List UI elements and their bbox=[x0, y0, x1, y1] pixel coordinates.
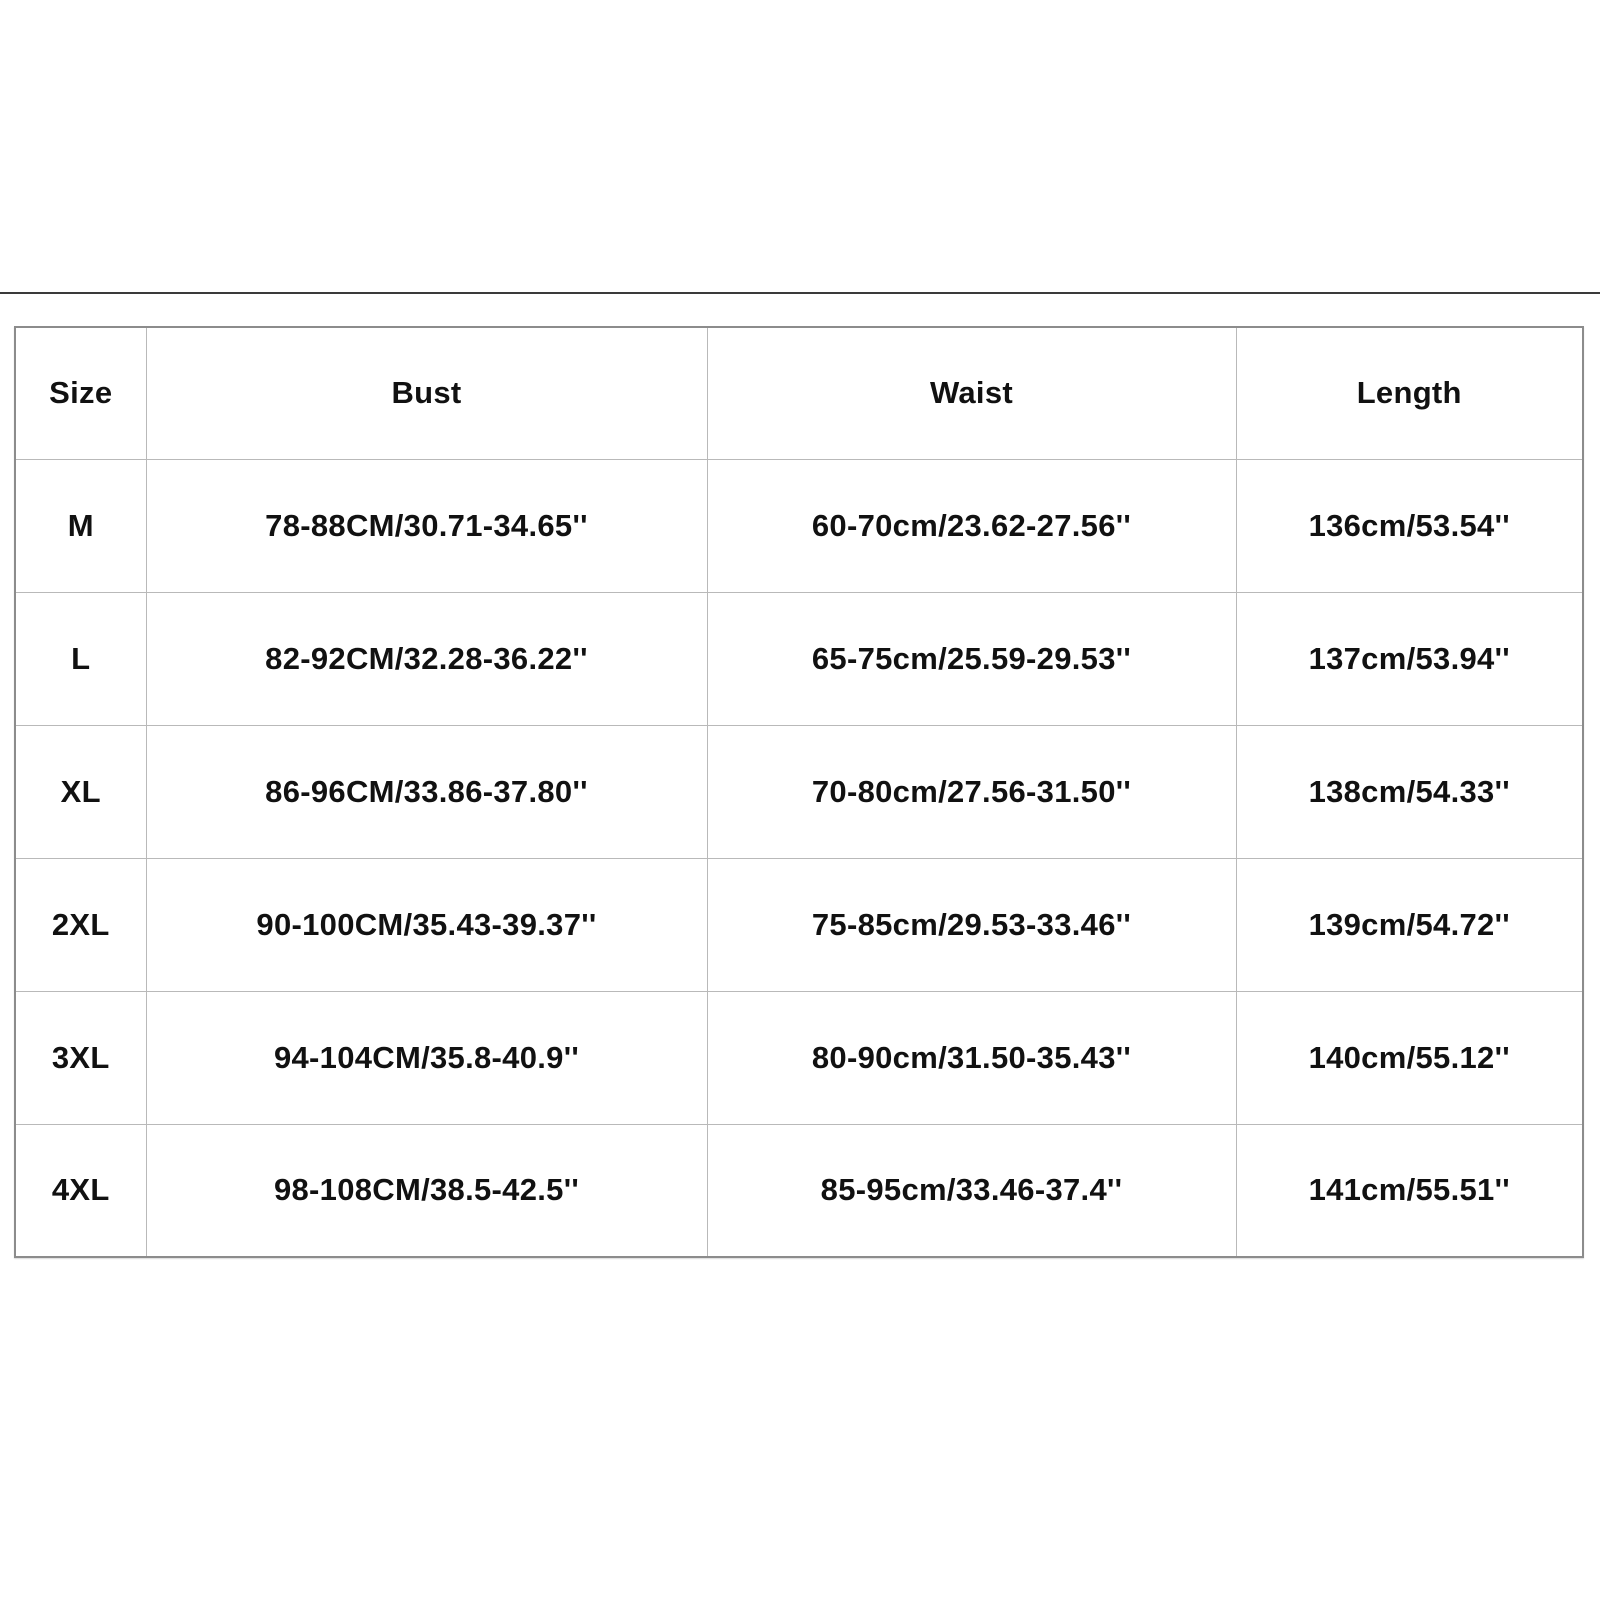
bust-cell: 98-108CM/38.5-42.5'' bbox=[146, 1124, 707, 1257]
table-row bbox=[15, 991, 1583, 1124]
table-row bbox=[15, 459, 1583, 592]
size-chart-table bbox=[14, 326, 1584, 1258]
bust-cell: 78-88CM/30.71-34.65'' bbox=[146, 459, 707, 592]
length-cell: 137cm/53.94'' bbox=[1236, 592, 1583, 725]
table-row bbox=[15, 858, 1583, 991]
waist-cell: 60-70cm/23.62-27.56'' bbox=[707, 459, 1236, 592]
size-cell: 2XL bbox=[15, 858, 146, 991]
table-row bbox=[15, 592, 1583, 725]
table-row bbox=[15, 1124, 1583, 1257]
size-cell: L bbox=[15, 592, 146, 725]
bust-cell: 86-96CM/33.86-37.80'' bbox=[146, 725, 707, 858]
waist-cell: 85-95cm/33.46-37.4'' bbox=[707, 1124, 1236, 1257]
length-cell: 136cm/53.54'' bbox=[1236, 459, 1583, 592]
top-divider-line bbox=[0, 292, 1600, 294]
waist-cell: 70-80cm/27.56-31.50'' bbox=[707, 725, 1236, 858]
header-length: Length bbox=[1236, 327, 1583, 459]
bust-cell: 82-92CM/32.28-36.22'' bbox=[146, 592, 707, 725]
size-cell: 3XL bbox=[15, 991, 146, 1124]
waist-cell: 80-90cm/31.50-35.43'' bbox=[707, 991, 1236, 1124]
length-cell: 138cm/54.33'' bbox=[1236, 725, 1583, 858]
table-header-row bbox=[15, 327, 1583, 459]
header-size: Size bbox=[15, 327, 146, 459]
length-cell: 141cm/55.51'' bbox=[1236, 1124, 1583, 1257]
size-cell: M bbox=[15, 459, 146, 592]
waist-cell: 65-75cm/25.59-29.53'' bbox=[707, 592, 1236, 725]
header-bust: Bust bbox=[146, 327, 707, 459]
length-cell: 139cm/54.72'' bbox=[1236, 858, 1583, 991]
bust-cell: 94-104CM/35.8-40.9'' bbox=[146, 991, 707, 1124]
size-cell: 4XL bbox=[15, 1124, 146, 1257]
header-waist: Waist bbox=[707, 327, 1236, 459]
size-cell: XL bbox=[15, 725, 146, 858]
waist-cell: 75-85cm/29.53-33.46'' bbox=[707, 858, 1236, 991]
length-cell: 140cm/55.12'' bbox=[1236, 991, 1583, 1124]
bust-cell: 90-100CM/35.43-39.37'' bbox=[146, 858, 707, 991]
table-row bbox=[15, 725, 1583, 858]
